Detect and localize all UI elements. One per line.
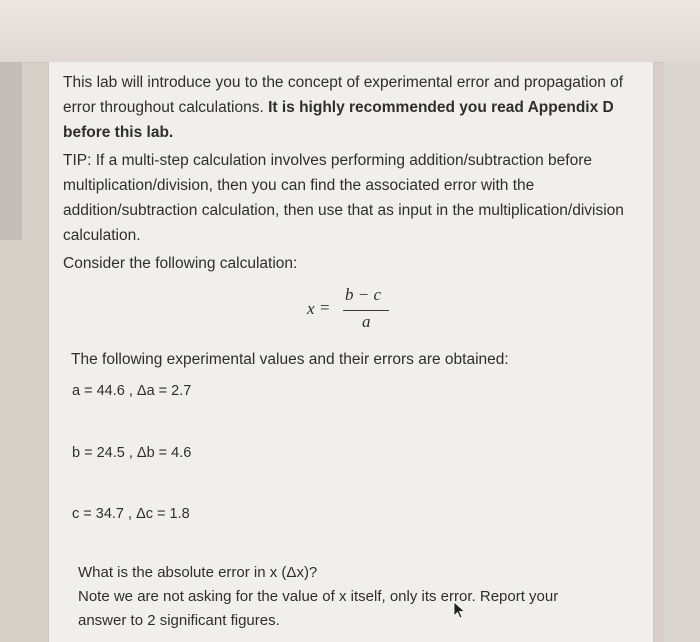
consider-text: Consider the following calculation: — [63, 255, 298, 272]
tip-paragraph: TIP: If a multi-step calculation involves performing addition/subtraction before multiplication/division, then you can find the associated error with the addition/subtraction calculation, then use that as input in the multiplication/division calculation. — [63, 152, 624, 244]
intro-text: This lab will introduce you to the concept of experimental error and propagation of error throughout calculations. — [63, 74, 624, 116]
fraction-bar — [343, 310, 389, 311]
formula-equals: = — [320, 298, 330, 317]
formula-numerator: b − c — [345, 285, 382, 304]
formula — [307, 285, 397, 335]
value-a: a = 44.6 , Δa = 2.7 — [72, 383, 192, 399]
intro-paragraph — [63, 70, 633, 145]
value-c: c = 34.7 , Δc = 1.8 — [72, 506, 190, 522]
question-text: What is the absolute error in x (Δx)? — [78, 564, 318, 581]
formula-lhs: x — [307, 299, 315, 318]
intro-bold-text: It is highly recommended you read Appendix D before this lab. — [63, 99, 614, 141]
formula-denominator: a — [362, 312, 371, 331]
browser-top-area — [0, 0, 700, 63]
left-side-tab — [0, 62, 22, 240]
mouse-pointer-icon — [453, 601, 467, 619]
value-b: b = 24.5 , Δb = 4.6 — [72, 445, 192, 461]
values-intro-text: The following experimental values and their errors are obtained: — [71, 351, 509, 368]
note-text: Note we are not asking for the value of x itself, only its error. Report your answer to 2 significant figures. — [78, 588, 559, 629]
question-card — [48, 62, 654, 642]
right-side-panel — [664, 62, 700, 642]
